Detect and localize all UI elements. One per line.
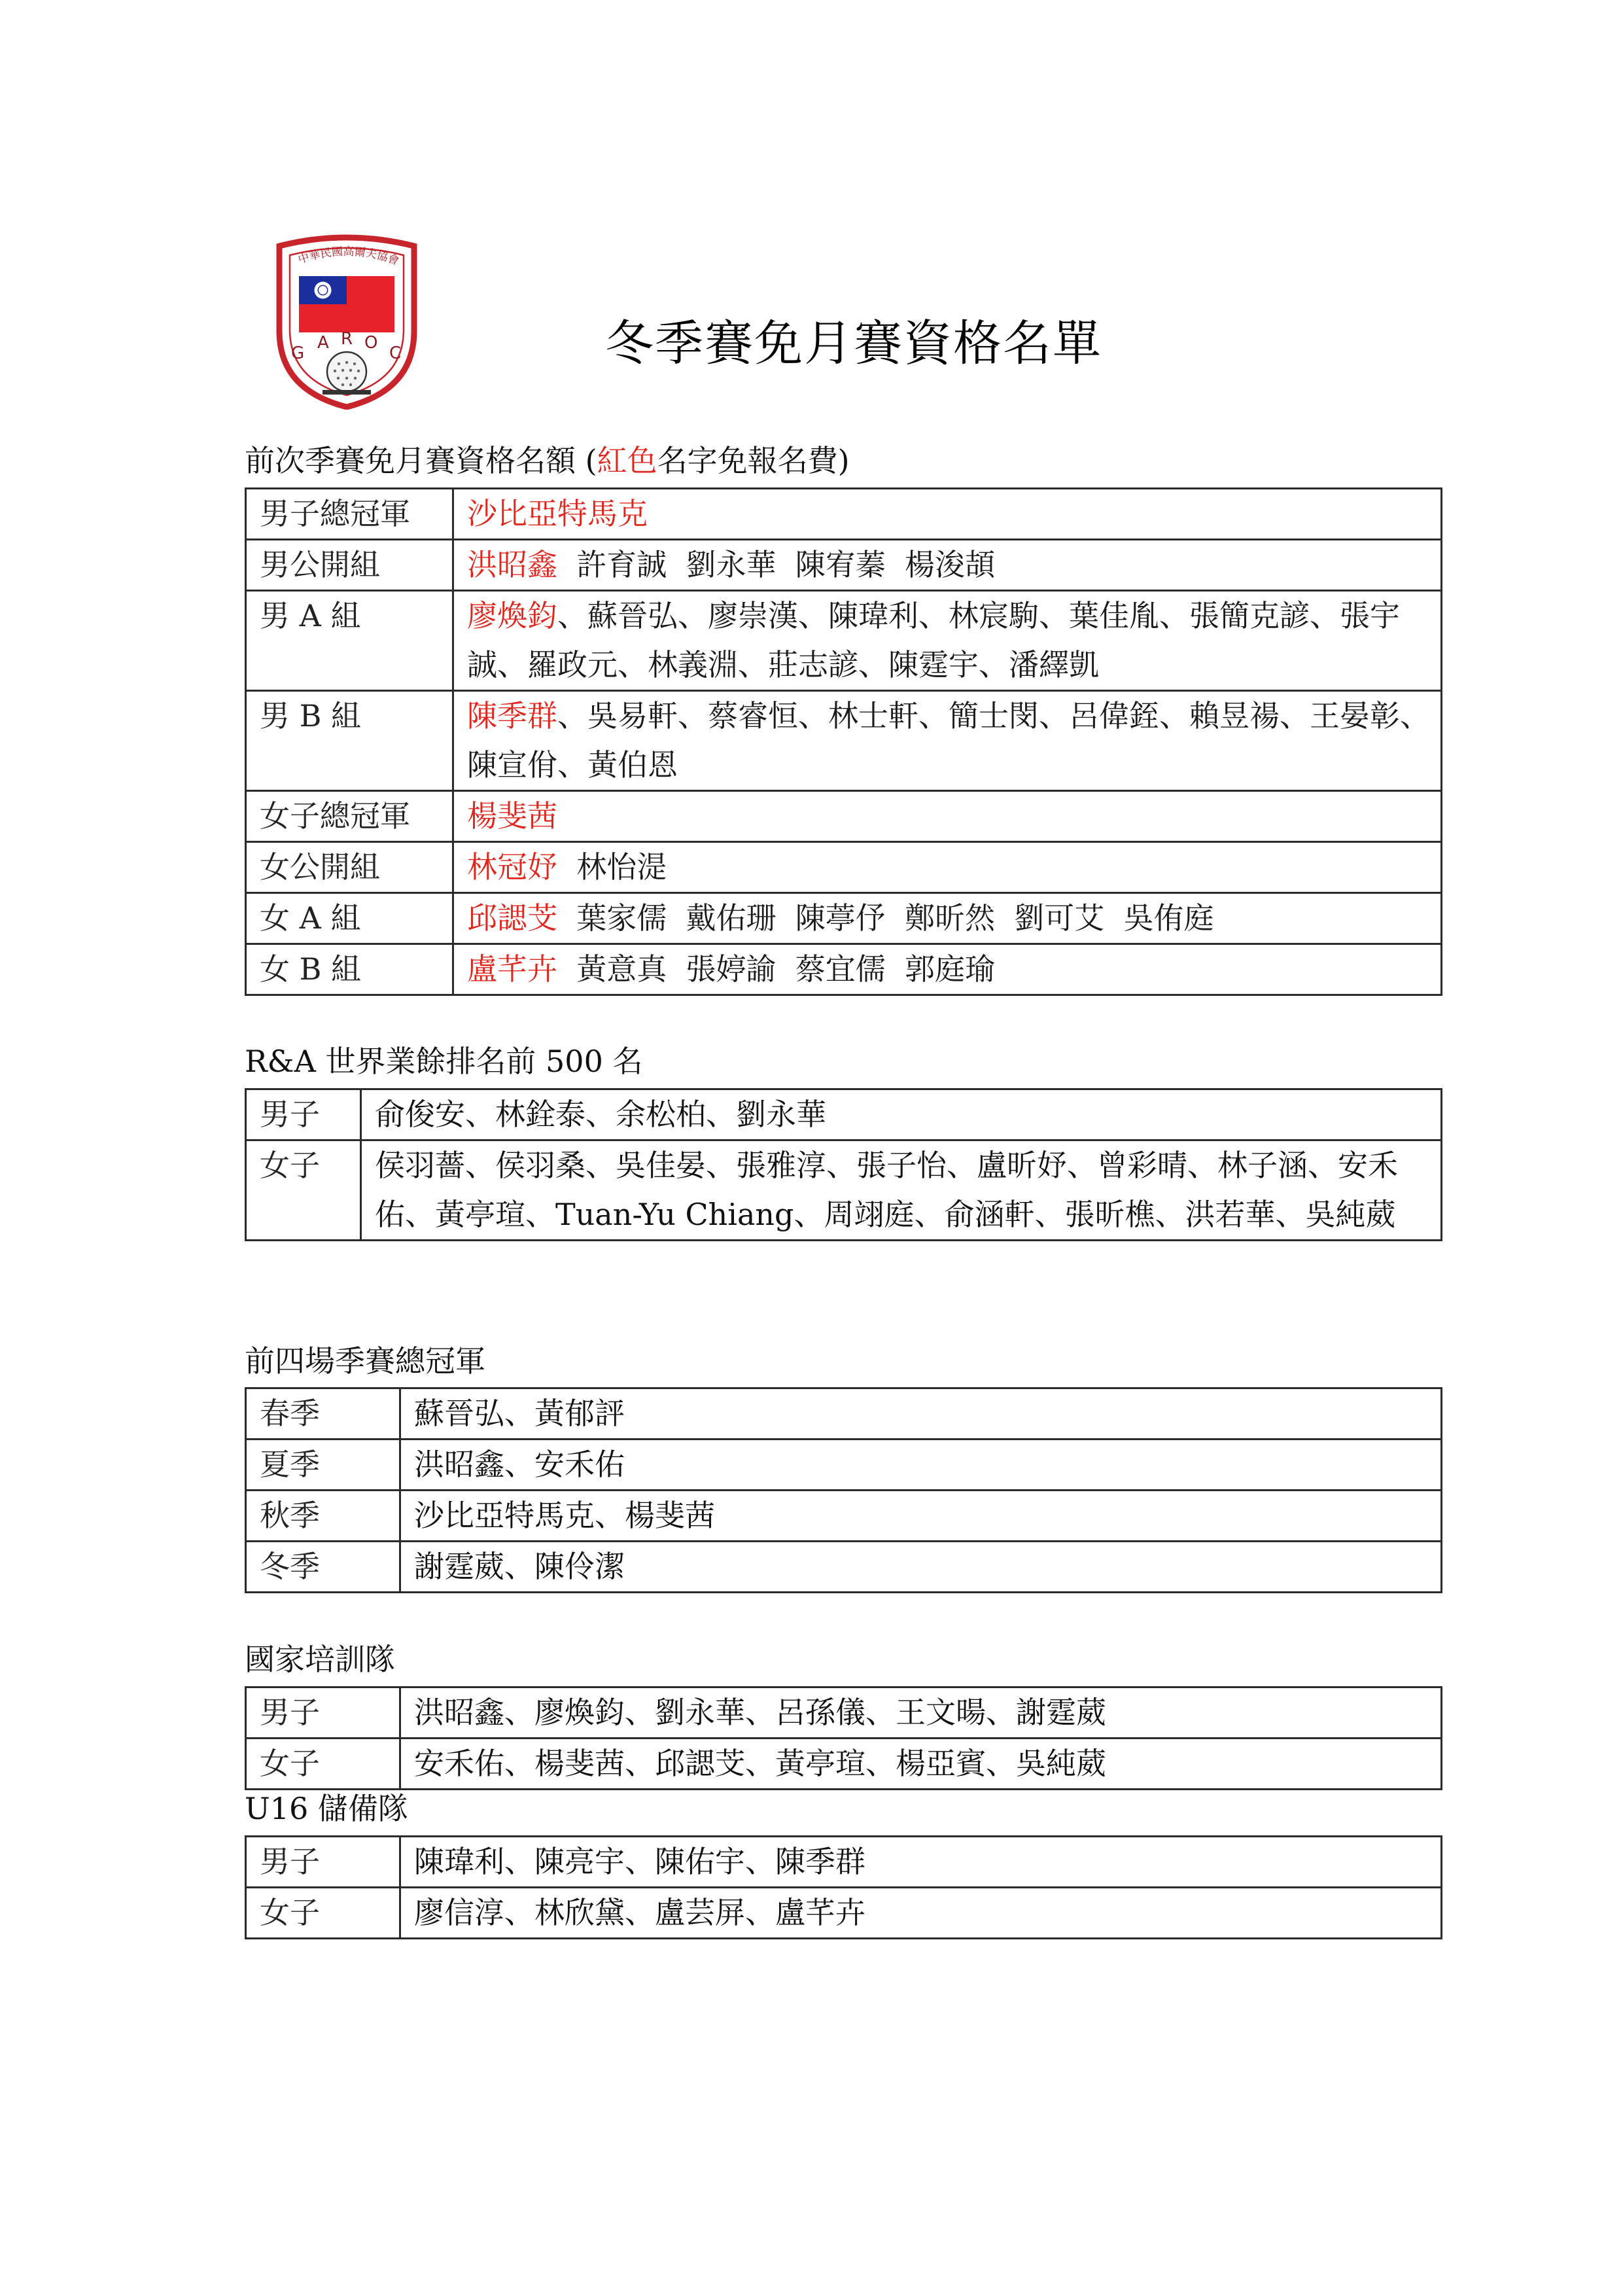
table-row	[246, 1491, 1442, 1542]
category-cell: 女子	[246, 1888, 400, 1939]
names-cell	[453, 893, 1442, 944]
category-cell: 春季	[246, 1388, 400, 1439]
category-cell: 夏季	[246, 1439, 400, 1491]
names-cell	[453, 489, 1442, 540]
names-rest: 林怡湜	[557, 849, 667, 885]
four-seasons-table	[245, 1387, 1442, 1593]
world-rank-label: R&A 世界業餘排名前 500 名	[245, 1044, 643, 1079]
table-row	[246, 691, 1442, 791]
names-cell	[453, 791, 1442, 842]
category-cell: 女 B 組	[246, 944, 453, 995]
garoc-logo	[271, 233, 422, 410]
table-row	[246, 540, 1442, 591]
names-cell: 廖信淳、林欣黛、盧芸屏、盧芊卉	[400, 1888, 1442, 1939]
category-cell: 女公開組	[246, 842, 453, 893]
names-cell	[453, 691, 1442, 791]
table-row	[246, 591, 1442, 691]
names-cell	[453, 540, 1442, 591]
free-fee-name: 陳季群	[467, 698, 557, 733]
logo-letter-c: C	[389, 344, 402, 363]
names-cell: 洪昭鑫、安禾佑	[400, 1439, 1442, 1491]
names-cell: 謝霆葳、陳伶潔	[400, 1542, 1442, 1593]
table-row	[246, 1888, 1442, 1939]
names-cell	[453, 591, 1442, 691]
logo-letter-o: O	[364, 333, 378, 353]
names-cell: 蘇晉弘、黃郁評	[400, 1388, 1442, 1439]
logo-letter-r: R	[341, 329, 353, 349]
table-row	[246, 1837, 1442, 1888]
category-cell: 冬季	[246, 1542, 400, 1593]
table-row	[246, 893, 1442, 944]
logo-letter-a: A	[317, 333, 329, 353]
names-cell: 俞俊安、林銓泰、余松柏、劉永華	[361, 1089, 1442, 1140]
category-cell: 女 A 組	[246, 893, 453, 944]
u16-team-table	[245, 1835, 1442, 1939]
category-cell: 秋季	[246, 1491, 400, 1542]
taiwan-flag-icon	[299, 276, 394, 332]
free-fee-name: 沙比亞特馬克	[467, 496, 648, 531]
national-team-table	[245, 1686, 1442, 1790]
table-row	[246, 842, 1442, 893]
names-rest: 許育誠 劉永華 陳宥蓁 楊浚頡	[557, 547, 995, 582]
names-cell	[453, 944, 1442, 995]
free-fee-name: 洪昭鑫	[467, 547, 557, 582]
category-cell: 女子	[246, 1140, 361, 1241]
prev-season-label-red: 紅色	[597, 443, 657, 478]
category-cell: 男 B 組	[246, 691, 453, 791]
category-cell: 男子	[246, 1687, 400, 1739]
table-row	[246, 1439, 1442, 1491]
table-row	[246, 1089, 1442, 1140]
world-rank-table	[245, 1088, 1442, 1241]
category-cell: 男子總冠軍	[246, 489, 453, 540]
free-fee-name: 廖煥鈞	[467, 598, 557, 633]
logo-letter-g: G	[291, 344, 305, 363]
names-cell: 洪昭鑫、廖煥鈞、劉永華、呂孫儀、王文暘、謝霆葳	[400, 1687, 1442, 1739]
table-row	[246, 791, 1442, 842]
names-rest: 、吳易軒、蔡睿恒、林士軒、簡士閔、呂偉銍、賴昱禓、王晏彰、陳宣佾、黃伯恩	[467, 698, 1430, 783]
free-fee-name: 邱諰芠	[467, 900, 557, 936]
names-rest: 葉家儒 戴佑珊 陳葶伃 鄭昕然 劉可艾 吳侑庭	[557, 900, 1214, 936]
category-cell: 女子	[246, 1739, 400, 1790]
prev-season-label	[245, 441, 850, 480]
category-cell: 男子	[246, 1837, 400, 1888]
free-fee-name: 楊斐茜	[467, 798, 557, 834]
names-rest: 、蘇晉弘、廖崇漢、陳瑋利、林宸駒、葉佳胤、張簡克諺、張宇誠、羅政元、林義淵、莊志諺、陳霆宇、潘繹凱	[467, 598, 1400, 682]
table-row	[246, 1542, 1442, 1593]
table-row	[246, 944, 1442, 995]
category-cell: 男 A 組	[246, 591, 453, 691]
table-row	[246, 1388, 1442, 1439]
free-fee-name: 林冠妤	[467, 849, 557, 885]
names-rest: 黃意真 張婷諭 蔡宜儒 郭庭瑜	[557, 951, 995, 987]
table-row	[246, 1687, 1442, 1739]
logo-top-text: 中華民國高爾夫協會	[296, 245, 401, 268]
free-fee-name: 盧芊卉	[467, 951, 557, 987]
u16-team-label: U16 儲備隊	[245, 1791, 408, 1826]
category-cell: 男子	[246, 1089, 361, 1140]
names-cell: 沙比亞特馬克、楊斐茜	[400, 1491, 1442, 1542]
names-cell: 陳瑋利、陳亮宇、陳佑宇、陳季群	[400, 1837, 1442, 1888]
names-cell: 侯羽薔、侯羽桑、吳佳晏、張雅淳、張子怡、盧昕妤、曾彩晴、林子涵、安禾佑、黃亭瑄、Tuan-Yu Chiang、周翊庭、俞涵軒、張昕樵、洪若華、吳純葳	[361, 1140, 1442, 1241]
category-cell: 男公開組	[246, 540, 453, 591]
document-title: 冬季賽免月賽資格名單	[605, 315, 1102, 372]
category-cell: 女子總冠軍	[246, 791, 453, 842]
table-row	[246, 489, 1442, 540]
table-row	[246, 1739, 1442, 1790]
prev-season-label-after: 名字免報名費)	[657, 443, 850, 478]
prev-season-label-before: 前次季賽免月賽資格名額 (	[245, 443, 597, 478]
names-cell: 安禾佑、楊斐茜、邱諰芠、黃亭瑄、楊亞賓、吳純葳	[400, 1739, 1442, 1790]
names-cell	[453, 842, 1442, 893]
four-seasons-label: 前四場季賽總冠軍	[245, 1343, 485, 1379]
national-team-label: 國家培訓隊	[245, 1642, 395, 1677]
table-row	[246, 1140, 1442, 1241]
prev-season-table	[245, 487, 1442, 996]
